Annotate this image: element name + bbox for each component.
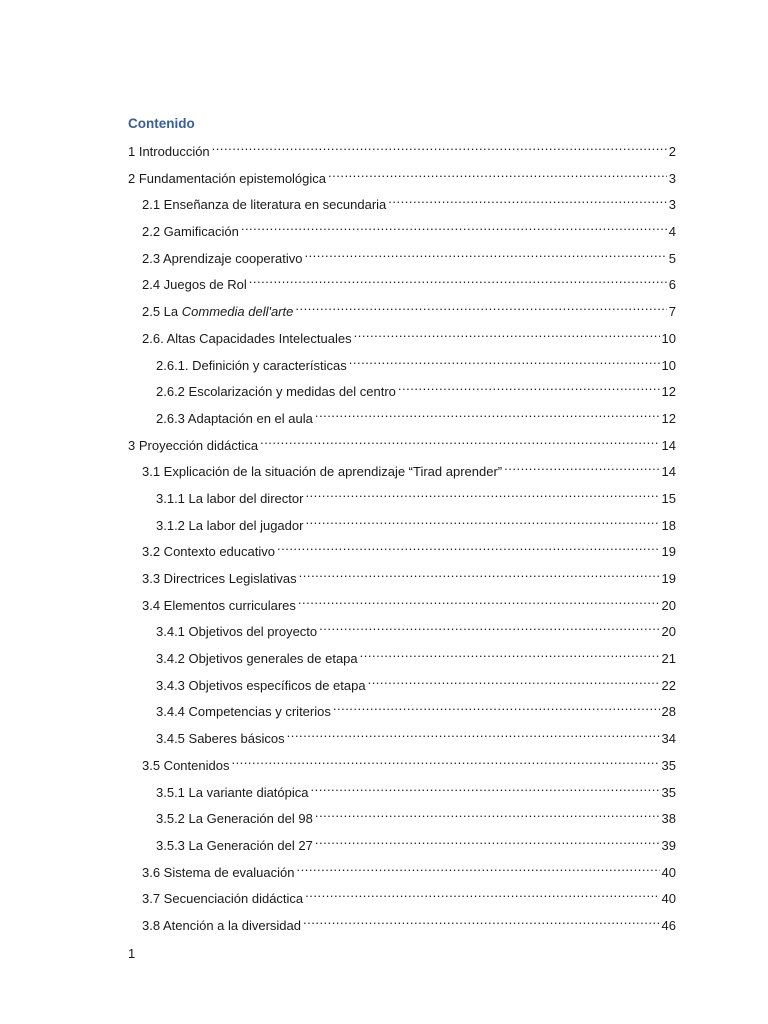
toc-dot-leader [298, 590, 660, 610]
toc-entry-page: 5 [668, 250, 676, 266]
table-of-contents [128, 136, 676, 937]
toc-entry-page: 40 [661, 864, 676, 880]
toc-dot-leader [299, 563, 660, 583]
toc-entry-title: 3.3 Directrices Legislativas [142, 571, 297, 586]
toc-entry-title: 3.5.2 La Generación del 98 [156, 811, 313, 827]
toc-dot-leader [315, 803, 660, 823]
toc-entry[interactable] [128, 296, 676, 323]
toc-entry-page: 18 [661, 517, 676, 533]
toc-dot-leader [368, 670, 660, 690]
toc-entry-page: 3 [668, 197, 676, 213]
toc-dot-leader [398, 376, 660, 396]
toc-entry-page: 35 [661, 784, 676, 800]
toc-entry[interactable] [128, 857, 676, 884]
page-number: 1 [128, 946, 136, 961]
toc-entry-title: 3.7 Secuenciación didáctica [142, 891, 304, 907]
toc-entry-title [142, 302, 293, 322]
toc-entry-page: 28 [661, 704, 676, 720]
toc-entry[interactable] [128, 723, 676, 750]
toc-entry[interactable] [128, 510, 676, 537]
toc-entry[interactable] [128, 910, 676, 937]
toc-dot-leader [388, 189, 666, 209]
toc-entry[interactable] [128, 616, 676, 643]
toc-entry-title: 3.1 Explicación de la situación de aprendizaje “Tirad aprender” [142, 464, 503, 480]
toc-dot-leader [277, 536, 660, 556]
toc-entry-title: 3.4 Elementos curriculares [142, 597, 296, 613]
toc-dot-leader [303, 910, 660, 930]
toc-entry-title: 2.6.2 Escolarización y medidas del centro [156, 384, 396, 400]
toc-entry-title: 3.4.3 Objetivos específicos de etapa [156, 677, 366, 693]
toc-entry-title: 2.6.1. Definición y características [156, 357, 347, 373]
toc-entry-page: 3 [668, 170, 676, 186]
toc-dot-leader [231, 750, 659, 770]
toc-entry-page: 2 [668, 144, 676, 159]
toc-entry[interactable] [128, 136, 676, 163]
toc-entry-title-prefix: 2.5 La [142, 304, 182, 320]
toc-entry-title: 3.4.4 Competencias y criterios [156, 704, 331, 720]
toc-dot-leader [260, 430, 659, 450]
toc-entry-page: 7 [668, 304, 676, 320]
toc-entry-page: 39 [661, 837, 676, 853]
toc-entry[interactable] [128, 536, 676, 563]
toc-entry-title: 2.4 Juegos de Rol [142, 277, 247, 293]
toc-entry-title: 1 Introducción [128, 144, 210, 159]
toc-dot-leader [360, 643, 660, 663]
toc-entry-title: 3.6 Sistema de evaluación [142, 864, 295, 880]
toc-entry-page: 6 [668, 277, 676, 293]
toc-dot-leader [315, 403, 660, 423]
toc-entry[interactable] [128, 590, 676, 617]
toc-entry-title: 3 Proyección didáctica [128, 437, 259, 453]
toc-dot-leader [319, 616, 659, 636]
toc-entry[interactable] [128, 323, 676, 350]
toc-dot-leader [504, 456, 659, 476]
toc-entry-title: 2 Fundamentación epistemológica [128, 170, 327, 186]
toc-entry[interactable] [128, 403, 676, 430]
toc-entry-title: 3.5.3 La Generación del 27 [156, 837, 313, 853]
toc-entry[interactable] [128, 563, 676, 590]
toc-dot-leader [328, 163, 667, 183]
toc-dot-leader [295, 296, 666, 316]
toc-entry-page: 46 [661, 917, 676, 933]
toc-dot-leader [305, 883, 659, 903]
toc-dot-leader [305, 483, 659, 503]
toc-entry-page: 21 [661, 651, 676, 667]
toc-entry[interactable] [128, 750, 676, 777]
toc-entry-page: 12 [661, 384, 676, 400]
toc-entry-title: 3.4.5 Saberes básicos [156, 731, 285, 747]
toc-entry-title: 3.4.2 Objetivos generales de etapa [156, 651, 358, 667]
toc-entry-page: 20 [661, 624, 676, 640]
toc-entry[interactable] [128, 216, 676, 243]
toc-entry[interactable] [128, 803, 676, 830]
toc-entry-title: 2.3 Aprendizaje cooperativo [142, 250, 303, 266]
toc-entry-page: 10 [661, 330, 676, 346]
toc-entry-title: 3.5.1 La variante diatópica [156, 784, 309, 800]
toc-entry[interactable] [128, 670, 676, 697]
toc-dot-leader [304, 243, 666, 263]
toc-entry-page: 22 [661, 677, 676, 693]
toc-entry-page: 10 [661, 357, 676, 373]
toc-dot-leader [249, 269, 667, 289]
toc-dot-leader [315, 830, 660, 850]
toc-entry[interactable] [128, 483, 676, 510]
toc-entry[interactable] [128, 189, 676, 216]
toc-entry[interactable] [128, 883, 676, 910]
toc-entry[interactable] [128, 643, 676, 670]
document-page [128, 112, 676, 937]
toc-entry[interactable] [128, 350, 676, 377]
toc-entry-page: 4 [668, 224, 676, 240]
toc-dot-leader [333, 696, 660, 716]
toc-entry-title: 3.5 Contenidos [142, 757, 230, 773]
toc-entry[interactable] [128, 696, 676, 723]
toc-entry-title: 2.6. Altas Capacidades Intelectuales [142, 330, 352, 346]
toc-dot-leader [349, 350, 660, 370]
toc-entry-page: 34 [661, 731, 676, 747]
toc-dot-leader [354, 323, 660, 343]
toc-entry-page: 19 [661, 544, 676, 560]
toc-entry-title: 2.1 Enseñanza de literatura en secundaria [142, 197, 387, 213]
toc-entry-page: 20 [661, 597, 676, 613]
toc-entry-page: 38 [661, 811, 676, 827]
toc-dot-leader [287, 723, 660, 743]
toc-entry-page: 14 [661, 464, 676, 480]
toc-entry-page: 15 [661, 490, 676, 506]
toc-dot-leader [212, 136, 667, 156]
toc-entry[interactable] [128, 430, 676, 457]
toc-heading: Contenido [128, 116, 195, 131]
toc-dot-leader [311, 777, 660, 797]
toc-entry-title: 3.1.1 La labor del director [156, 490, 304, 506]
toc-dot-leader [296, 857, 659, 877]
toc-entry-page: 40 [661, 891, 676, 907]
toc-entry-title: 3.4.1 Objetivos del proyecto [156, 624, 318, 640]
toc-entry-title: 3.8 Atención a la diversidad [142, 917, 301, 933]
toc-entry-title: 3.2 Contexto educativo [142, 544, 275, 560]
toc-entry-title: 3.1.2 La labor del jugador [156, 517, 304, 533]
toc-dot-leader [241, 216, 667, 236]
toc-entry[interactable] [128, 777, 676, 804]
toc-entry-title-italic: Commedia dell'arte [181, 304, 294, 320]
toc-entry[interactable] [128, 163, 676, 190]
toc-entry[interactable] [128, 376, 676, 403]
toc-entry-title: 2.6.3 Adaptación en el aula [156, 410, 313, 426]
toc-entry-title: 2.2 Gamificación [142, 224, 239, 240]
toc-dot-leader [305, 510, 659, 530]
toc-entry-page: 12 [661, 410, 676, 426]
toc-entry[interactable] [128, 243, 676, 270]
toc-entry-page: 14 [661, 437, 676, 453]
toc-entry-page: 35 [661, 757, 676, 773]
toc-entry-page: 19 [661, 571, 676, 586]
toc-entry[interactable] [128, 830, 676, 857]
toc-entry[interactable] [128, 456, 676, 483]
toc-entry[interactable] [128, 269, 676, 296]
